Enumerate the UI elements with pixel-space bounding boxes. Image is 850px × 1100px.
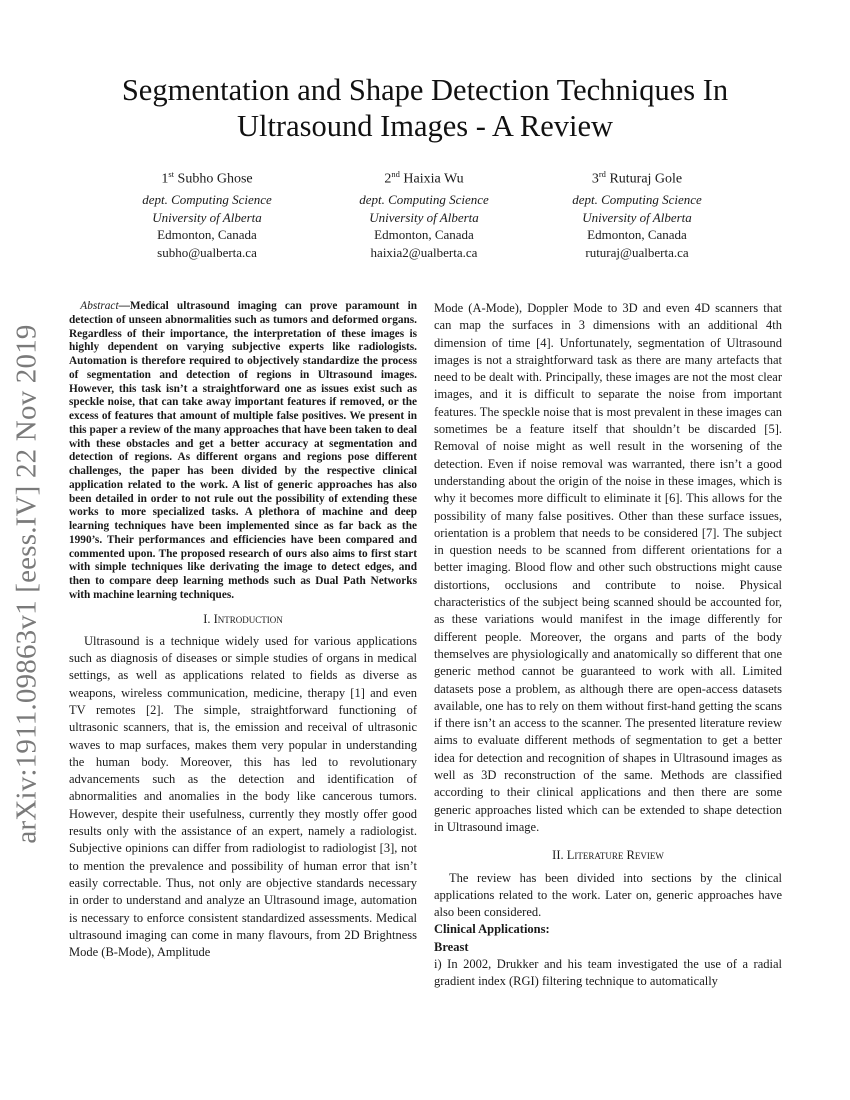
subheading-clinical-applications: Clinical Applications: — [434, 922, 550, 937]
author-email: ruturaj@ualberta.ca — [585, 244, 689, 260]
introduction-paragraph: Ultrasound is a technique widely used for various applications such as diagnosis of diseases or simple studies of organs in medical settings, as well as applications related to fields as diverse as weapons, wireless communication, medicine, therapy [1] and even TV remotes [2]. The simple, straightforward functioning of ultrasonic scanners, that is, the emission and receival of ultrasonic waves to map surfaces, makes them very popular in understanding the human body. Moreover, this has led to revolutionary advancements such as the detection and identification of abnormalities and anomalies in the body like cancerous tumors. However, despite their usefulness, currently they mostly offer good results only with the assistance of an expert, namely a radiologist. Subjective opinions can differ from radiologist to radiologist [3], not to mention the prevalence and possibility of human error that isn’t easily correctable. Thus, not only are objective standards necessary in order to understand and analyze an Ultrasound image, automation is necessary to enforce consistent standardized assessments. Medical ultrasound imaging can come in many flavours, from 2D Brightness Mode (B-Mode), Amplitude — [69, 633, 417, 960]
author-department: dept. Computing Science — [572, 192, 702, 208]
arxiv-identifier — [3, 290, 51, 878]
abstract-label: Abstract — [80, 300, 119, 312]
author-name: 3rd Ruturaj Gole — [591, 169, 683, 187]
literature-review-item: i) In 2002, Drukker and his team investigated the use of a radial gradient index (RGI) filtering technique to automatically — [434, 956, 782, 989]
author-university: University of Alberta — [369, 209, 479, 225]
subheading-breast: Breast — [434, 939, 469, 954]
right-column — [434, 300, 782, 991]
author-block — [537, 166, 737, 261]
author-location: Edmonton, Canada — [157, 227, 257, 243]
paper-title: Segmentation and Shape Detection Techniques In Ultrasound Images - A Review — [121, 73, 729, 143]
introduction-continuation: Mode (A-Mode), Doppler Mode to 3D and even 4D scanners that can map the surfaces in 3 dimensions with an additional 4th dimension of time [4]. Unfortunately, segmentation of Ultrasound images is not a straightforward task as there are many artefacts that need to be dealt with. Principally, these images are not the most clear images, and it is difficult to separate the noise from important features. The speckle noise that is most prevalent in these images can sometimes be a feature itself that shouldn’t be discarded [5]. Removal of noise might as well result in the worsening of the detection. Even if noise removal was warranted, there isn’t a good understanding about the origin of the noise in these images, which is why it becomes more difficult to eliminate it [6]. This allows for the possibility of many false positives. Other than these surface issues, orientation is a problem that needs to be considered [7]. The subject in question needs to be scanned from different orientations for a better imaging. Blood flow and other such obstructions might cause distortions, occlusions and contribute to noise. Physical characteristics of the subject being scanned should be accounted for, as these variations would manifest in the image differently for different people. Moreover, the organs and parts of the body themselves are physiologically and anatomically so different that one generic method cannot be guaranteed to work with all. Limited datasets pose a problem, as although there are open-access datasets available, one has to rely on them without first-hand getting the scans if there isn’t an access to the scanner. The presented literature review aims to evaluate different methods of segmentation to get a better idea for detection and recognition of shapes in Ultrasound images as well as 3D reconstruction of the same. Methods are classified according to their clinical applications and then there are some generic approaches listed which can be extended to shape detection in Ultrasound image. — [434, 301, 782, 834]
arxiv-identifier-text: arXiv:1911.09863v1 [eess.IV] 22 Nov 2019 — [10, 324, 43, 844]
author-block — [107, 166, 307, 261]
author-email: haixia2@ualberta.ca — [370, 244, 478, 260]
author-department: dept. Computing Science — [142, 192, 272, 208]
author-university: University of Alberta — [152, 209, 262, 225]
author-block — [324, 166, 524, 261]
author-location: Edmonton, Canada — [374, 227, 474, 243]
author-email: subho@ualberta.ca — [157, 244, 257, 260]
literature-review-paragraph: The review has been divided into sections by the clinical applications related to the work. Later on, generic approaches have also been considered. — [434, 870, 782, 920]
author-department: dept. Computing Science — [359, 192, 489, 208]
author-name: 2nd Haixia Wu — [384, 169, 464, 187]
abstract — [69, 300, 417, 603]
section-heading-introduction: I. Introduction — [203, 611, 283, 626]
section-heading-literature-review: II. Literature Review — [552, 848, 664, 863]
author-location: Edmonton, Canada — [587, 227, 687, 243]
left-column — [69, 300, 417, 961]
author-university: University of Alberta — [582, 209, 692, 225]
author-name: 1st Subho Ghose — [161, 169, 253, 187]
abstract-text: —Medical ultrasound imaging can prove paramount in detection of unseen abnormalities such as tumors and deformed organs. Regardless of their importance, the interpretation of these images is highly dependent on varying subjective experts like radiologists. Automation is therefore required to objectively standardize the process of segmentation and detection of regions in Ultrasound images. However, this task isn’t a straightforward one as issues exist such as speckle noise, that can take away important features if removed, or the excess of features that amount of multiple false positives. We present in this paper a review of the many approaches that have been taken to deal with these obstacles and get a better accuracy at segmentation and detection of regions. As different organs and regions pose different challenges, the paper has been divided by the respective clinical application related to the work. A list of generic approaches has also been detailed in order to not rule out the possibility of extending these works to more specialized tasks. A plethora of machine and deep learning techniques have been implemented since as far back as the 1990’s. Their performances and efficiencies have been compared and commented upon. The proposed research of ours also aims to first start with simple techniques like derivating the image to detect edges, and then to compare deep learning methods such as Dual Path Networks with machine learning techniques. — [69, 300, 417, 601]
